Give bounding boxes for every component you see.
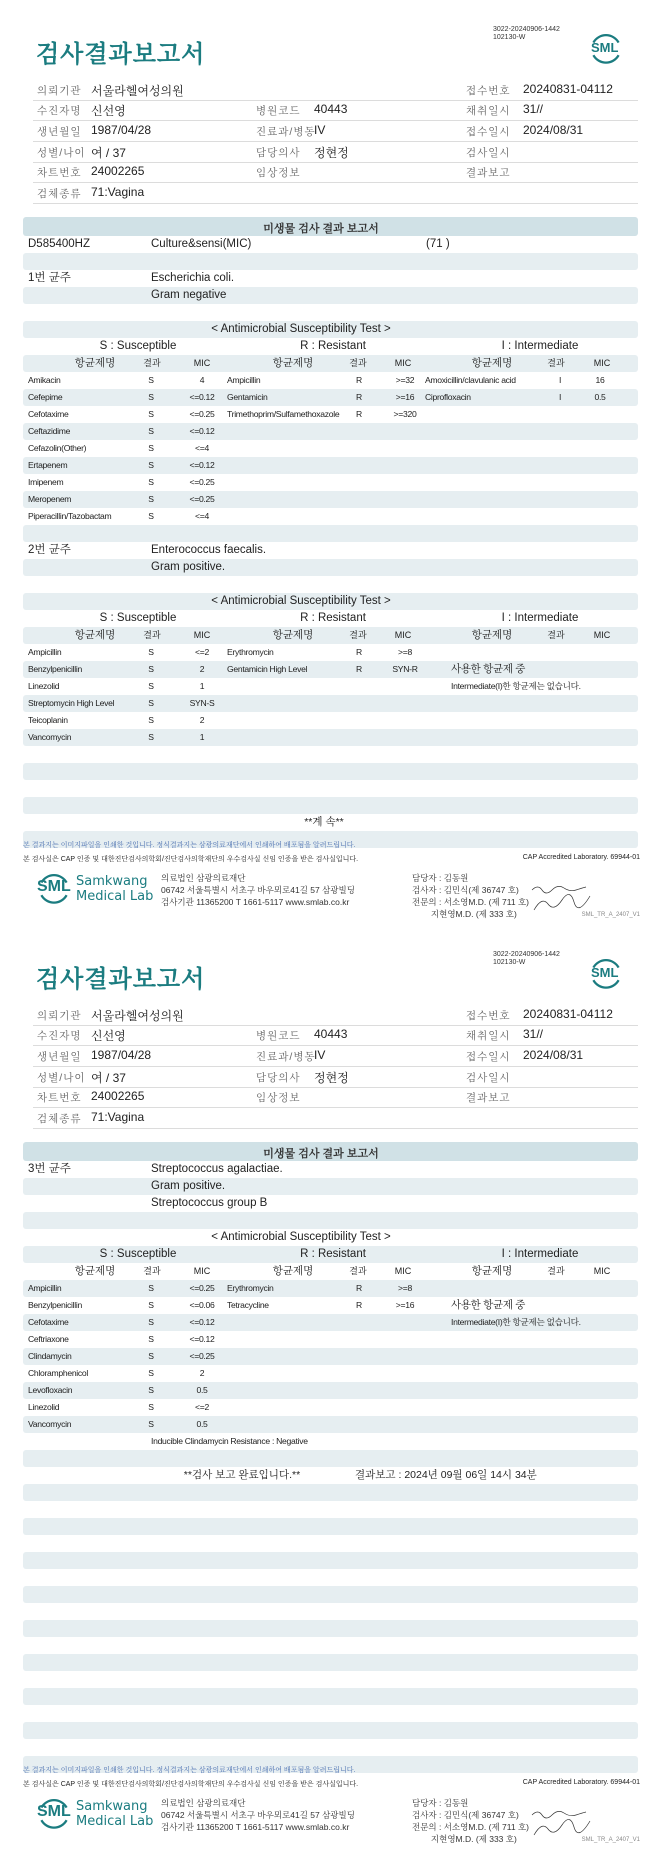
column-header: 항균제명 [272, 357, 314, 369]
drug-name: Erythromycin [227, 647, 274, 657]
drug-mic: <=4 [195, 443, 209, 453]
org-info: 06742 서울특별시 서초구 바우뫼로41길 57 삼광빌딩 [161, 1810, 355, 1820]
organism-text: Streptococcus group B [151, 1197, 268, 1209]
drug-result: S [148, 715, 154, 725]
row-stripe [23, 389, 638, 406]
drug-name: Clindamycin [28, 1351, 72, 1361]
legend-resistant: R : Resistant [300, 612, 366, 624]
drug-mic: 0.5 [594, 392, 606, 402]
row-stripe [23, 1586, 638, 1603]
drug-name: Levofloxacin [28, 1385, 73, 1395]
info-label: 생년월일 [37, 1051, 82, 1063]
org-info: 의료법인 삼광의료재단 [161, 873, 246, 883]
report-id: 3022-20240906-1442 [493, 26, 560, 33]
drug-name: Benzylpenicillin [28, 664, 82, 674]
column-header: 결과 [547, 358, 565, 368]
lab-name: Samkwang [76, 1799, 148, 1814]
column-header: 결과 [143, 358, 161, 368]
drug-name: Linezolid [28, 681, 60, 691]
staff-info: 지현영M.D. (제 333 호) [412, 909, 517, 919]
page-title: 검사결과보고서 [36, 966, 206, 993]
cap-accreditation: CAP Accredited Laboratory. 69944-01 [522, 1779, 640, 1786]
drug-name: Ceftazidime [28, 426, 71, 436]
drug-result: S [148, 511, 154, 521]
drug-name: Teicoplanin [28, 715, 68, 725]
row-stripe [23, 423, 638, 440]
specimen-number: (71 ) [426, 238, 450, 250]
sml-logo-text: SML [591, 965, 619, 980]
drug-name: Ciprofloxacin [425, 392, 471, 402]
drug-result: S [148, 375, 154, 385]
info-value: 71:Vagina [91, 1110, 145, 1124]
drug-mic: <=0.25 [189, 494, 215, 504]
drug-mic: 4 [199, 375, 205, 385]
report-page [0, 925, 655, 1850]
drug-result: S [148, 1368, 154, 1378]
drug-mic: 0.5 [196, 1419, 208, 1429]
column-header: 결과 [349, 1266, 367, 1276]
sml-logo [588, 955, 624, 991]
row-stripe [23, 1722, 638, 1739]
drug-mic: 2 [199, 664, 205, 674]
drug-result: S [148, 409, 154, 419]
info-value: IV [314, 1048, 326, 1062]
info-label: 접수번호 [466, 85, 511, 97]
row-stripe [23, 797, 638, 814]
info-value: 2024/08/31 [523, 123, 584, 137]
staff-info: 검사자 : 김민식(제 36747 호) [412, 885, 519, 895]
drug-mic: <=0.12 [189, 1334, 215, 1344]
drug-result: S [148, 1402, 154, 1412]
row-stripe [23, 1348, 638, 1365]
row-stripe [23, 1654, 638, 1671]
info-label: 진료과/병동 [256, 126, 316, 138]
info-value: 정현정 [314, 1071, 349, 1085]
drug-mic: 16 [595, 375, 605, 385]
drug-result: S [148, 1419, 154, 1429]
row-stripe [23, 1620, 638, 1637]
drug-name: Trimethoprim/Sulfamethoxazole [227, 409, 340, 419]
legend-susceptible: S : Susceptible [99, 612, 177, 624]
footer-logo-text: SML [37, 878, 71, 895]
info-value: 24002265 [91, 1089, 145, 1103]
staff-info: 검사자 : 김민식(제 36747 호) [412, 1810, 519, 1820]
row-stripe [23, 287, 638, 304]
row-stripe [23, 525, 638, 542]
drug-name: Ceftriaxone [28, 1334, 69, 1344]
info-label: 채취일시 [466, 105, 511, 117]
row-stripe [23, 1688, 638, 1705]
drug-name: Cefepime [28, 392, 63, 402]
drug-name: Amoxicillin/clavulanic acid [425, 375, 516, 385]
drug-name: Gentamicin High Level [227, 664, 308, 674]
drug-name: Chloramphenicol [28, 1368, 88, 1378]
info-value: 정현정 [314, 146, 349, 160]
report-id: 3022-20240906-1442 [493, 951, 560, 958]
drug-mic: <=2 [195, 1402, 209, 1412]
info-label: 차트번호 [37, 167, 82, 179]
drug-name: Benzylpenicillin [28, 1300, 82, 1310]
info-label: 검체종류 [37, 188, 82, 200]
info-label: 임상정보 [256, 1092, 301, 1104]
drug-name: Cefazolin(Other) [28, 443, 87, 453]
disclaimer-print: 본 결과지는 이미지파일을 인쇄한 것입니다. 정식결과지는 삼광의료재단에서 인쇄하여 배포됨을 알려드립니다. [23, 842, 356, 849]
drug-result: S [148, 698, 154, 708]
drug-result: S [148, 443, 154, 453]
info-label: 검체종류 [37, 1113, 82, 1125]
info-label: 접수번호 [466, 1010, 511, 1022]
drug-mic: 2 [199, 1368, 205, 1378]
info-value: 1987/04/28 [91, 1048, 152, 1062]
info-divider [33, 1025, 638, 1026]
info-value: 서울라헬여성의원 [91, 84, 184, 98]
info-value: 서울라헬여성의원 [91, 1009, 184, 1023]
info-value: 40443 [314, 102, 348, 116]
signature-image [530, 880, 610, 916]
row-stripe [23, 1450, 638, 1467]
drug-result: S [148, 1317, 154, 1327]
drug-name: Ertapenem [28, 460, 68, 470]
section-title: 미생물 검사 결과 보고서 [263, 223, 379, 235]
sml-logo-text: SML [591, 40, 619, 55]
row-stripe [23, 491, 638, 508]
drug-name: Vancomycin [28, 1419, 72, 1429]
legend-susceptible: S : Susceptible [99, 1248, 177, 1260]
info-value: 31// [523, 1027, 544, 1041]
drug-mic: <=0.06 [189, 1300, 215, 1310]
info-divider [33, 1128, 638, 1129]
drug-mic: SYN-R [392, 664, 418, 674]
legend-susceptible: S : Susceptible [99, 340, 177, 352]
row-stripe [23, 253, 638, 270]
info-label: 검사일시 [466, 147, 511, 159]
footer-logo [36, 1795, 72, 1831]
footer-logo-text: SML [37, 1803, 71, 1820]
drug-name: Imipenem [28, 477, 64, 487]
info-value: 1987/04/28 [91, 123, 152, 137]
drug-result: S [148, 477, 154, 487]
organism-text: Streptococcus agalactiae. [151, 1163, 283, 1175]
drug-result: S [148, 664, 154, 674]
row-stripe [23, 1382, 638, 1399]
organism-text: Enterococcus faecalis. [151, 544, 267, 556]
drug-result: S [148, 681, 154, 691]
drug-result: R [356, 664, 362, 674]
organism-text: Escherichia coli. [151, 272, 235, 284]
column-header: MIC [394, 1266, 412, 1276]
info-value: 여 / 37 [91, 146, 126, 160]
info-value: 40443 [314, 1027, 348, 1041]
drug-mic: >=16 [395, 392, 415, 402]
row-stripe [23, 1280, 638, 1297]
lab-name: Medical Lab [76, 889, 154, 904]
row-stripe [23, 763, 638, 780]
drug-name: Ampicillin [28, 647, 62, 657]
column-header: MIC [193, 630, 211, 640]
cap-accreditation: CAP Accredited Laboratory. 69944-01 [522, 854, 640, 861]
drug-mic: <=0.12 [189, 460, 215, 470]
info-label: 성별/나이 [37, 147, 86, 159]
info-divider [33, 162, 638, 163]
info-label: 담당의사 [256, 1072, 301, 1084]
info-divider [33, 203, 638, 204]
info-label: 생년월일 [37, 126, 82, 138]
section-title: 미생물 검사 결과 보고서 [263, 1148, 379, 1160]
org-info: 검사기관 11365200 T 1661-5117 www.smlab.co.kr [161, 897, 350, 907]
ast-title: < Antimicrobial Susceptibility Test > [211, 595, 391, 607]
legend-intermediate: I : Intermediate [501, 340, 579, 352]
staff-info: 지현영M.D. (제 333 호) [412, 1834, 517, 1844]
column-header: 항균제명 [272, 1265, 314, 1277]
drug-result: S [148, 1351, 154, 1361]
info-value: 2024/08/31 [523, 1048, 584, 1062]
drug-mic: 1 [199, 681, 205, 691]
info-divider [33, 182, 638, 183]
drug-mic: <=4 [195, 511, 209, 521]
drug-name: Meropenem [28, 494, 72, 504]
info-label: 성별/나이 [37, 1072, 86, 1084]
info-label: 결과보고 [466, 1092, 511, 1104]
column-header: 결과 [349, 630, 367, 640]
lab-name: Samkwang [76, 874, 148, 889]
drug-mic: <=0.25 [189, 409, 215, 419]
row-stripe [23, 1178, 638, 1195]
column-header: 결과 [143, 1266, 161, 1276]
column-header: MIC [394, 358, 412, 368]
drug-mic: 0.5 [196, 1385, 208, 1395]
staff-info: 전문의 : 서소영M.D. (제 711 호) [412, 1822, 530, 1832]
disclaimer-print: 본 결과지는 이미지파일을 인쇄한 것입니다. 정식결과지는 삼광의료재단에서 인쇄하여 배포됨을 알려드립니다. [23, 1767, 356, 1774]
column-header: 항균제명 [471, 357, 513, 369]
column-header: 결과 [349, 358, 367, 368]
column-header: 항균제명 [471, 1265, 513, 1277]
info-label: 검사일시 [466, 1072, 511, 1084]
column-header: MIC [593, 1266, 611, 1276]
drug-name: Ampicillin [28, 1283, 62, 1293]
drug-result: S [148, 1283, 154, 1293]
column-header: 항균제명 [74, 1265, 116, 1277]
continued-label: **계 속** [304, 816, 344, 828]
drug-mic: <=2 [195, 647, 209, 657]
drug-mic: >=32 [395, 375, 415, 385]
info-label: 의뢰기관 [37, 1010, 82, 1022]
row-stripe [23, 559, 638, 576]
row-stripe [23, 661, 638, 678]
staff-info: 담당자 : 김동원 [412, 1798, 469, 1808]
intermediate-note: Intermediate(I)한 항균제는 없습니다. [451, 1317, 581, 1327]
drug-name: Vancomycin [28, 732, 72, 742]
disclaimer-cap: 본 검사실은 CAP 인증 및 대한진단검사의학회/진단검사의학재단의 우수검사실 신임 인증을 받은 검사실입니다. [23, 1781, 359, 1788]
sml-logo [588, 30, 624, 66]
drug-result: R [356, 1283, 362, 1293]
info-label: 차트번호 [37, 1092, 82, 1104]
signature-image [530, 1805, 610, 1841]
org-info: 06742 서울특별시 서초구 바우뫼로41길 57 삼광빌딩 [161, 885, 355, 895]
specimen-code: D585400HZ [28, 238, 91, 250]
info-label: 접수일시 [466, 1051, 511, 1063]
report-id-suffix: 102130-W [493, 959, 526, 966]
drug-name: Cefotaxime [28, 1317, 69, 1327]
organism-text: Gram positive. [151, 561, 226, 573]
drug-mic: <=0.12 [189, 426, 215, 436]
info-value: IV [314, 123, 326, 137]
isolate-label: 3번 균주 [28, 1163, 71, 1175]
drug-result: S [148, 1385, 154, 1395]
isolate-label: 2번 균주 [28, 544, 71, 556]
drug-name: Cefotaxime [28, 409, 69, 419]
lab-name: Medical Lab [76, 1814, 154, 1829]
report-complete-label: **검사 보고 완료입니다.** [183, 1469, 301, 1481]
drug-result: R [356, 1300, 362, 1310]
row-stripe [23, 695, 638, 712]
info-label: 임상정보 [256, 167, 301, 179]
organism-text: Gram positive. [151, 1180, 226, 1192]
drug-result: S [148, 1334, 154, 1344]
drug-mic: >=8 [398, 1283, 412, 1293]
info-value: 신선영 [91, 104, 126, 118]
column-header: 결과 [547, 630, 565, 640]
info-value: 여 / 37 [91, 1071, 126, 1085]
intermediate-note: 사용한 항균제 중 [451, 663, 526, 675]
info-value: 31// [523, 102, 544, 116]
legend-resistant: R : Resistant [300, 1248, 366, 1260]
drug-result: R [356, 647, 362, 657]
drug-mic: >=8 [398, 647, 412, 657]
isolate-label: 1번 균주 [28, 272, 71, 284]
drug-result: I [558, 375, 562, 385]
info-value: 71:Vagina [91, 185, 145, 199]
staff-info: 담당자 : 김동원 [412, 873, 469, 883]
org-info: 의료법인 삼광의료재단 [161, 1798, 246, 1808]
info-divider [33, 141, 638, 142]
test-name: Culture&sensi(MIC) [151, 238, 252, 250]
organism-text: Gram negative [151, 289, 227, 301]
column-header: MIC [193, 1266, 211, 1276]
report-datetime: 결과보고 : 2024년 09월 06일 14시 34분 [355, 1469, 537, 1481]
column-header: 항균제명 [272, 629, 314, 641]
column-header: 결과 [143, 630, 161, 640]
row-stripe [23, 1212, 638, 1229]
info-divider [33, 100, 638, 101]
legend-intermediate: I : Intermediate [501, 1248, 579, 1260]
info-label: 병원코드 [256, 1030, 301, 1042]
footer-logo [36, 870, 72, 906]
drug-result: S [148, 392, 154, 402]
legend-resistant: R : Resistant [300, 340, 366, 352]
drug-result: R [356, 392, 362, 402]
info-label: 채취일시 [466, 1030, 511, 1042]
info-divider [33, 1045, 638, 1046]
row-stripe [23, 457, 638, 474]
info-label: 담당의사 [256, 147, 301, 159]
column-header: MIC [593, 630, 611, 640]
info-value: 24002265 [91, 164, 145, 178]
drug-name: Linezolid [28, 1402, 60, 1412]
ast-title: < Antimicrobial Susceptibility Test > [211, 1231, 391, 1243]
drug-result: R [356, 375, 362, 385]
inducible-clindamycin-note: Inducible Clindamycin Resistance : Negative [151, 1436, 308, 1446]
drug-result: S [148, 460, 154, 470]
drug-name: Ampicillin [227, 375, 261, 385]
drug-result: R [356, 409, 362, 419]
info-value: 신선영 [91, 1029, 126, 1043]
drug-mic: SYN-S [189, 698, 215, 708]
drug-name: Streptomycin High Level [28, 698, 115, 708]
ast-title: < Antimicrobial Susceptibility Test > [211, 323, 391, 335]
intermediate-note: 사용한 항균제 중 [451, 1299, 526, 1311]
row-stripe [23, 1484, 638, 1501]
info-label: 수진자명 [37, 1030, 82, 1042]
drug-name: Gentamicin [227, 392, 268, 402]
column-header: 항균제명 [74, 629, 116, 641]
info-value: 20240831-04112 [523, 1007, 613, 1021]
info-label: 접수일시 [466, 126, 511, 138]
row-stripe [23, 1518, 638, 1535]
info-divider [33, 120, 638, 121]
report-id-suffix: 102130-W [493, 34, 526, 41]
info-divider [33, 1087, 638, 1088]
drug-name: Tetracycline [227, 1300, 269, 1310]
column-header: MIC [394, 630, 412, 640]
drug-mic: 2 [199, 715, 205, 725]
column-header: 항균제명 [74, 357, 116, 369]
drug-mic: <=0.12 [189, 1317, 215, 1327]
column-header: 항균제명 [471, 629, 513, 641]
disclaimer-cap: 본 검사실은 CAP 인증 및 대한진단검사의학회/진단검사의학재단의 우수검사실 신임 인증을 받은 검사실입니다. [23, 856, 359, 863]
info-value: 20240831-04112 [523, 82, 613, 96]
row-stripe [23, 729, 638, 746]
drug-mic: <=0.25 [189, 1283, 215, 1293]
drug-result: S [148, 426, 154, 436]
drug-result: S [148, 494, 154, 504]
info-label: 수진자명 [37, 105, 82, 117]
drug-mic: 1 [199, 732, 205, 742]
row-stripe [23, 1416, 638, 1433]
legend-intermediate: I : Intermediate [501, 612, 579, 624]
drug-result: S [148, 1300, 154, 1310]
intermediate-note: Intermediate(I)한 항균제는 없습니다. [451, 681, 581, 691]
drug-name: Erythromycin [227, 1283, 274, 1293]
info-label: 진료과/병동 [256, 1051, 316, 1063]
row-stripe [23, 1552, 638, 1569]
page-title: 검사결과보고서 [36, 41, 206, 68]
info-divider [33, 1107, 638, 1108]
document-code: SML_TR_A_2407_V1 [581, 1837, 640, 1843]
info-divider [33, 1066, 638, 1067]
document-code: SML_TR_A_2407_V1 [581, 912, 640, 918]
info-label: 의뢰기관 [37, 85, 82, 97]
drug-result: I [558, 392, 562, 402]
drug-result: S [148, 647, 154, 657]
column-header: MIC [193, 358, 211, 368]
column-header: MIC [593, 358, 611, 368]
drug-mic: <=0.25 [189, 477, 215, 487]
drug-name: Piperacillin/Tazobactam [28, 511, 112, 521]
column-header: 결과 [547, 1266, 565, 1276]
drug-mic: <=0.12 [189, 392, 215, 402]
drug-mic: <=0.25 [189, 1351, 215, 1361]
org-info: 검사기관 11365200 T 1661-5117 www.smlab.co.kr [161, 1822, 350, 1832]
info-label: 결과보고 [466, 167, 511, 179]
drug-name: Amikacin [28, 375, 61, 385]
info-label: 병원코드 [256, 105, 301, 117]
drug-mic: >=16 [395, 1300, 415, 1310]
drug-result: S [148, 732, 154, 742]
staff-info: 전문의 : 서소영M.D. (제 711 호) [412, 897, 530, 907]
drug-mic: >=320 [393, 409, 417, 419]
